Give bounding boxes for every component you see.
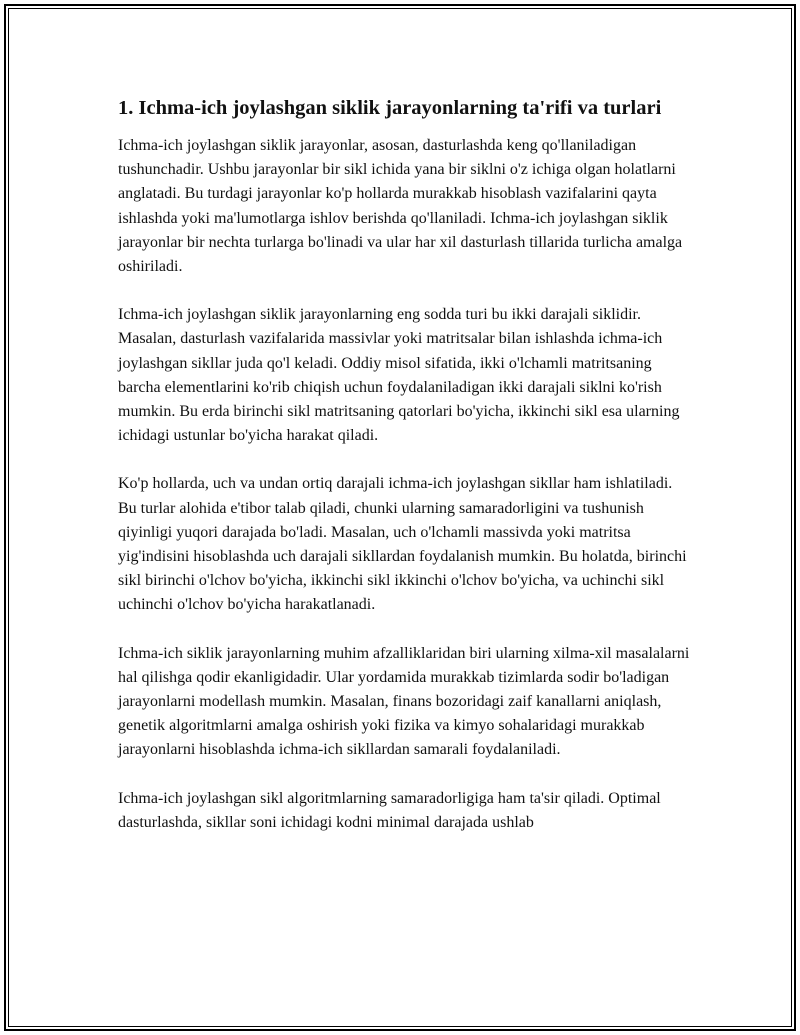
paragraph-2: Ichma-ich joylashgan siklik jarayonlarning eng sodda turi bu ikki darajali siklidir. Masalan, dasturlash vazifalarida massivlar yoki matritsalar bilan ishlashda ichma-ich joylashgan sikllar juda qo'l keladi. Oddiy misol sifatida, ikki o'lchamli matritsaning barcha elementlarini ko'rib chiqish uchun foydalaniladigan ikki darajali siklni ko'rish mumkin. Bu erda birinchi sikl matritsaning qatorlari bo'yicha, ikkinchi sikl esa ularning ichidagi ustunlar bo'yicha harakat qiladi. [118, 306, 680, 445]
paragraph-3: Ko'p hollarda, uch va undan ortiq darajali ichma-ich joylashgan sikllar ham ishlatiladi. Bu turlar alohida e'tibor talab qiladi, chunki ularning samaradorligini va tushunish qiyinligi yuqori darajada bo'ladi. Masalan, uch o'lchamli massivda yoki matritsa yig'indisini hisoblashda uch darajali sikllardan foydalanish mumkin. Bu holatda, birinchi sikl birinchi o'lchov bo'yicha, ikkinchi sikl ikkinchi o'lchov bo'yicha, va uchinchi sikl uchinchi o'lchov bo'yicha harakatlanadi. [118, 475, 687, 614]
paragraph-1: Ichma-ich joylashgan siklik jarayonlar, asosan, dasturlashda keng qo'llaniladigan tushunchadir. Ushbu jarayonlar bir sikl ichida yana bir siklni o'z ichiga olgan holatlarni anglatadi. Bu turdagi jarayonlar ko'p hollarda murakkab hisoblash vazifalarini qayta ishlashda yoki ma'lumotlarga ishlov berishda qo'llaniladi. Ichma-ich joylashgan siklik jarayonlar bir nechta turlarga bo'linadi va ular har xil dasturlash tillarida turlicha amalga oshiriladi. [118, 137, 683, 276]
paragraph-4: Ichma-ich siklik jarayonlarning muhim afzalliklaridan biri ularning xilma-xil masalalarni hal qilishga qodir ekanligidadir. Ular yordamida murakkab tizimlarda sodir bo'ladigan jarayonlarni modellash mumkin. Masalan, finans bozoridagi zaif kanallarni aniqlash, genetik algoritmlarni amalga oshirish yoki fizika va kimyo sohalaridagi murakkab jarayonlarni hisoblashda ichma-ich sikllardan samarali foydalaniladi. [118, 644, 690, 759]
section-heading: 1. Ichma-ich joylashgan siklik jarayonlarning ta'rifi va turlari [118, 97, 662, 119]
paragraph-5: Ichma-ich joylashgan sikl algoritmlarning samaradorligiga ham ta'sir qiladi. Optimal dasturlashda, sikllar soni ichidagi kodni minimal darajada ushlab [118, 789, 661, 831]
document-body [118, 94, 692, 859]
